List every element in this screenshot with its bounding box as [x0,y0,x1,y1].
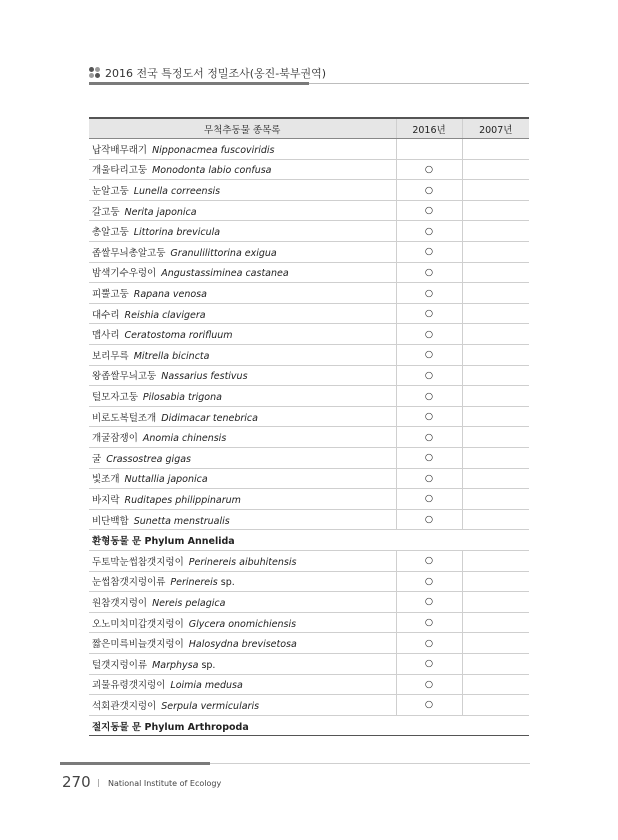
scientific-name: Marphysa [152,659,199,671]
presence-2007 [462,509,529,530]
korean-name: 괴물유령갯지렁이 [92,680,166,692]
presence-2007 [462,262,529,283]
scientific-name: Didimacar tenebrica [161,412,258,424]
scientific-name: Pilosabia trigona [142,392,222,404]
header-title: 2016 전국 특정도서 정밀조사(옹진-북부권역) [105,67,327,80]
presence-2016: ○ [396,345,462,366]
species-cell [89,324,396,345]
scientific-name: Mitrella bicincta [133,350,210,362]
table-row [89,592,529,613]
table-row [89,365,529,386]
table-body [89,139,529,736]
species-cell [89,406,396,427]
header-dots-icon [89,67,101,79]
presence-2007 [462,180,529,201]
species-cell [89,653,396,674]
korean-name: 눈알고둥 [92,186,129,198]
header-rule-accent [89,82,309,85]
presence-2016: ○ [396,283,462,304]
presence-2016: ○ [396,448,462,469]
presence-2007 [462,139,529,160]
presence-2007 [462,386,529,407]
table-row [89,139,529,160]
table-row [89,324,529,345]
table-row [89,612,529,633]
presence-2007 [462,612,529,633]
presence-2016: ○ [396,612,462,633]
presence-2016: ○ [396,221,462,242]
korean-name: 대수리 [92,309,120,321]
korean-name: 총알고둥 [92,227,129,239]
presence-2016: ○ [396,180,462,201]
species-cell [89,139,396,160]
species-cell [89,242,396,263]
presence-2007 [462,345,529,366]
table-row [89,159,529,180]
scientific-name: Nuttallia japonica [124,474,208,486]
scientific-name: Nassarius festivus [161,371,248,383]
presence-2016: ○ [396,386,462,407]
presence-2007 [462,674,529,695]
presence-2016: ○ [396,695,462,716]
presence-2007 [462,242,529,263]
scientific-name: Serpula vermicularis [161,700,260,712]
presence-2007 [462,406,529,427]
scientific-name: Nereis pelagica [152,597,226,609]
presence-2007 [462,695,529,716]
species-cell [89,489,396,510]
table-row [89,180,529,201]
scientific-name: Halosydna brevisetosa [188,639,297,651]
scientific-name: Granulilittorina exigua [170,247,277,259]
species-cell [89,448,396,469]
footer-rule-accent [60,762,210,765]
presence-2007 [462,200,529,221]
footer-separator: | [97,778,100,787]
presence-2007 [462,221,529,242]
presence-2007 [462,489,529,510]
presence-2016: ○ [396,324,462,345]
presence-2007 [462,427,529,448]
korean-name: 맵사리 [92,330,120,342]
page-number: 270 [62,773,91,791]
presence-2016 [396,139,462,160]
korean-name: 눈썹참갯지렁이류 [92,577,166,589]
table-row [89,695,529,716]
scientific-name: Nipponacmea fuscoviridis [152,144,275,156]
presence-2016: ○ [396,427,462,448]
korean-name: 원참갯지렁이 [92,597,148,609]
presence-2016: ○ [396,303,462,324]
table-row [89,489,529,510]
presence-2016: ○ [396,159,462,180]
species-cell [89,509,396,530]
species-cell [89,221,396,242]
species-cell [89,592,396,613]
footer-institution: National Institute of Ecology [108,779,222,788]
species-suffix: sp. [201,659,216,671]
presence-2016: ○ [396,592,462,613]
presence-2016: ○ [396,550,462,571]
korean-name: 굴 [92,453,102,465]
korean-name: 좁쌀무늬총알고둥 [92,247,166,259]
presence-2007 [462,571,529,592]
presence-2016: ○ [396,365,462,386]
table-row [89,303,529,324]
scientific-name: Glycera onomichiensis [188,618,297,630]
table-row [89,633,529,654]
species-cell [89,468,396,489]
korean-name: 왕좁쌀무늬고둥 [92,371,157,383]
presence-2007 [462,633,529,654]
table-row [89,509,529,530]
table-row [89,242,529,263]
presence-2007 [462,324,529,345]
scientific-name: Angustassiminea castanea [161,268,289,280]
scientific-name: Littorina brevicula [133,227,221,239]
table-row [89,200,529,221]
korean-name: 두토막눈썹참갯지렁이 [92,556,184,568]
footer-rule [210,763,530,764]
phylum-row [89,530,529,551]
korean-name: 빛조개 [92,474,120,486]
presence-2007 [462,283,529,304]
species-suffix: sp. [220,577,235,589]
korean-name: 피뿔고둥 [92,289,129,301]
korean-name: 오노미치미갑갯지렁이 [92,618,184,630]
presence-2016: ○ [396,242,462,263]
species-cell [89,674,396,695]
korean-name: 짧은미륵비늘갯지렁이 [92,639,184,651]
presence-2007 [462,303,529,324]
scientific-name: Perinereis [170,577,218,589]
presence-2016: ○ [396,633,462,654]
scientific-name: Sunetta menstrualis [133,515,230,527]
scientific-name: Anomia chinensis [142,433,227,445]
species-cell [89,345,396,366]
presence-2007 [462,448,529,469]
korean-name: 석회관갯지렁이 [92,700,157,712]
scientific-name: Monodonta labio confusa [152,165,272,177]
table-row [89,283,529,304]
presence-2007 [462,653,529,674]
col-header-2007: 2007년 [462,118,529,139]
species-cell [89,386,396,407]
species-cell [89,612,396,633]
table-row [89,674,529,695]
table-header-row [89,118,529,139]
species-cell [89,159,396,180]
korean-name: 납작배무래기 [92,144,148,156]
scientific-name: Loimia medusa [170,680,243,692]
table-row [89,550,529,571]
scientific-name: Reishia clavigera [124,309,206,321]
table-row [89,386,529,407]
col-header-2016: 2016년 [396,118,462,139]
table-row [89,448,529,469]
korean-name: 비단백합 [92,515,129,527]
species-table [89,117,529,736]
phylum-label: 절지동물 문 Phylum Arthropoda [89,715,529,736]
korean-name: 보리무륵 [92,350,129,362]
scientific-name: Ceratostoma rorifluum [124,330,233,342]
presence-2016: ○ [396,489,462,510]
presence-2007 [462,365,529,386]
species-cell [89,550,396,571]
species-cell [89,365,396,386]
presence-2016: ○ [396,509,462,530]
species-cell [89,303,396,324]
presence-2016: ○ [396,262,462,283]
presence-2007 [462,159,529,180]
scientific-name: Perinereis aibuhitensis [188,556,297,568]
korean-name: 개울타리고둥 [92,165,148,177]
species-cell [89,695,396,716]
species-cell [89,262,396,283]
species-cell [89,180,396,201]
korean-name: 털모자고둥 [92,392,138,404]
korean-name: 비로도복털조개 [92,412,157,424]
korean-name: 바지락 [92,494,120,506]
presence-2016: ○ [396,653,462,674]
presence-2016: ○ [396,674,462,695]
phylum-row [89,715,529,736]
presence-2007 [462,592,529,613]
presence-2016: ○ [396,571,462,592]
species-cell [89,200,396,221]
korean-name: 밤색기수우렁이 [92,268,157,280]
table-row [89,571,529,592]
scientific-name: Rapana venosa [133,289,207,301]
presence-2007 [462,550,529,571]
col-header-species: 무척추동물 종목록 [89,118,396,139]
presence-2016: ○ [396,200,462,221]
species-cell [89,427,396,448]
scientific-name: Lunella correensis [133,186,221,198]
presence-2016: ○ [396,468,462,489]
table-row [89,406,529,427]
scientific-name: Ruditapes philippinarum [124,494,241,506]
table-row [89,468,529,489]
korean-name: 개굴잠쟁이 [92,433,138,445]
table-row [89,427,529,448]
scientific-name: Nerita japonica [124,206,197,218]
scientific-name: Crassostrea gigas [106,453,191,465]
species-cell [89,571,396,592]
presence-2007 [462,468,529,489]
species-cell [89,283,396,304]
table-row [89,345,529,366]
table-row [89,653,529,674]
table-row [89,221,529,242]
korean-name: 털갯지렁이류 [92,659,148,671]
presence-2016: ○ [396,406,462,427]
species-cell [89,633,396,654]
table-row [89,262,529,283]
korean-name: 갈고둥 [92,206,120,218]
phylum-label: 환형동물 문 Phylum Annelida [89,530,529,551]
